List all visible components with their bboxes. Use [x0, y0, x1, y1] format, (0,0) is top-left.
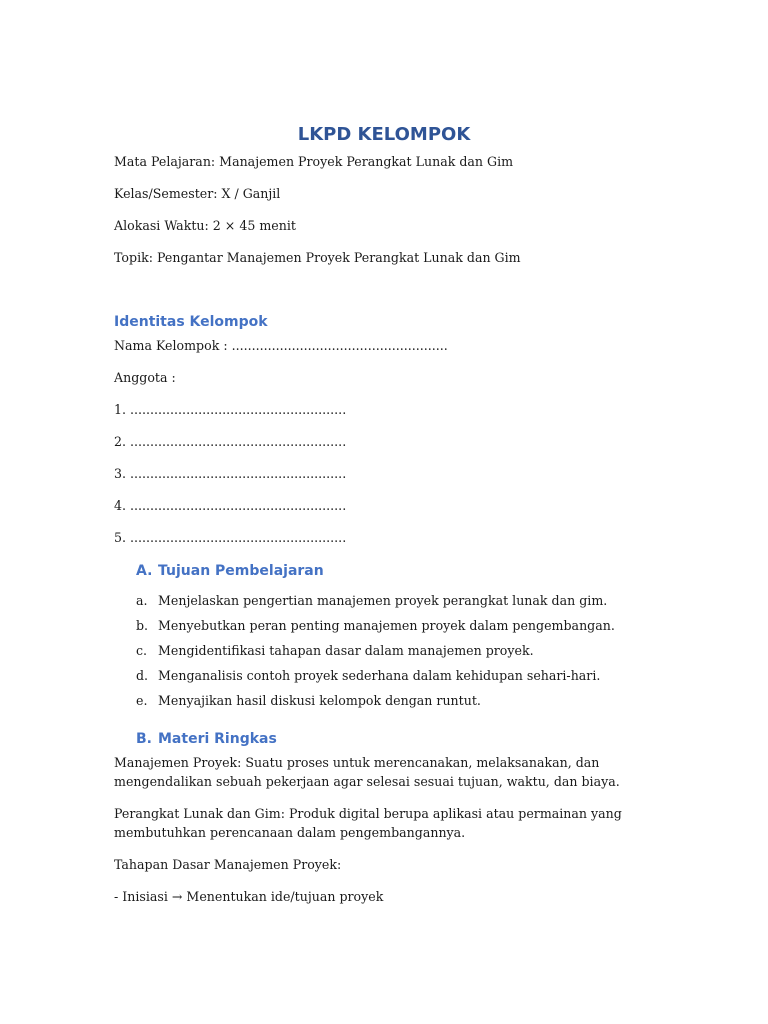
tujuan-marker: c. [136, 643, 148, 658]
tujuan-text: Mengidentifikasi tahapan dasar dalam manajemen proyek. [158, 643, 534, 658]
tujuan-text: Menyebutkan peran penting manajemen proyek dalam pengembangan. [158, 618, 615, 633]
document-title: LKPD KELOMPOK [297, 124, 471, 145]
section-a-heading [136, 563, 324, 579]
tujuan-marker: d. [136, 668, 149, 683]
section-a-number: A. [136, 563, 153, 579]
tujuan-item [136, 592, 607, 610]
materi-paragraph-tahapan: Tahapan Dasar Manajemen Proyek: [114, 857, 342, 872]
section-b-heading [136, 731, 277, 747]
anggota-label: Anggota : [114, 370, 176, 385]
nama-kelompok-field: Nama Kelompok : ...................................................... [114, 338, 448, 353]
tujuan-marker: e. [136, 693, 148, 708]
tujuan-text: Menyajikan hasil diskusi kelompok dengan runtut. [158, 693, 481, 708]
anggota-line-3: 3. ...................................................... [114, 466, 347, 481]
tujuan-marker: b. [136, 618, 149, 633]
materi-paragraph-perangkat: Perangkat Lunak dan Gim: Produk digital berupa aplikasi atau permainan yang membutuhkan perencanaan dalam pengembangannya. [114, 806, 622, 840]
tujuan-marker: a. [136, 593, 148, 608]
info-kelas: Kelas/Semester: X / Ganjil [114, 186, 281, 201]
identitas-heading: Identitas Kelompok [114, 314, 268, 330]
anggota-line-2: 2. ...................................................... [114, 434, 347, 449]
anggota-line-1: 1. ...................................................... [114, 402, 347, 417]
info-topik: Topik: Pengantar Manajemen Proyek Perangkat Lunak dan Gim [114, 250, 521, 265]
section-a-title: Tujuan Pembelajaran [158, 563, 324, 579]
section-b-number: B. [136, 731, 152, 747]
tujuan-text: Menjelaskan pengertian manajemen proyek perangkat lunak dan gim. [158, 593, 608, 608]
tujuan-item [136, 692, 481, 710]
materi-paragraph-inisiasi: - Inisiasi → Menentukan ide/tujuan proyek [114, 889, 384, 904]
anggota-line-5: 5. ...................................................... [114, 530, 347, 545]
materi-paragraph-manajemen: Manajemen Proyek: Suatu proses untuk merencanakan, melaksanakan, dan mengendalikan sebuah pekerjaan agar selesai sesuai tujuan, waktu, dan biaya. [114, 755, 620, 789]
anggota-line-4: 4. ...................................................... [114, 498, 347, 513]
section-b-title: Materi Ringkas [158, 731, 277, 747]
tujuan-text: Menganalisis contoh proyek sederhana dalam kehidupan sehari-hari. [158, 668, 601, 683]
tujuan-item [136, 642, 534, 660]
info-alokasi: Alokasi Waktu: 2 × 45 menit [114, 218, 296, 233]
info-mapel: Mata Pelajaran: Manajemen Proyek Perangkat Lunak dan Gim [114, 154, 514, 169]
tujuan-item [136, 667, 600, 685]
tujuan-item [136, 617, 615, 635]
